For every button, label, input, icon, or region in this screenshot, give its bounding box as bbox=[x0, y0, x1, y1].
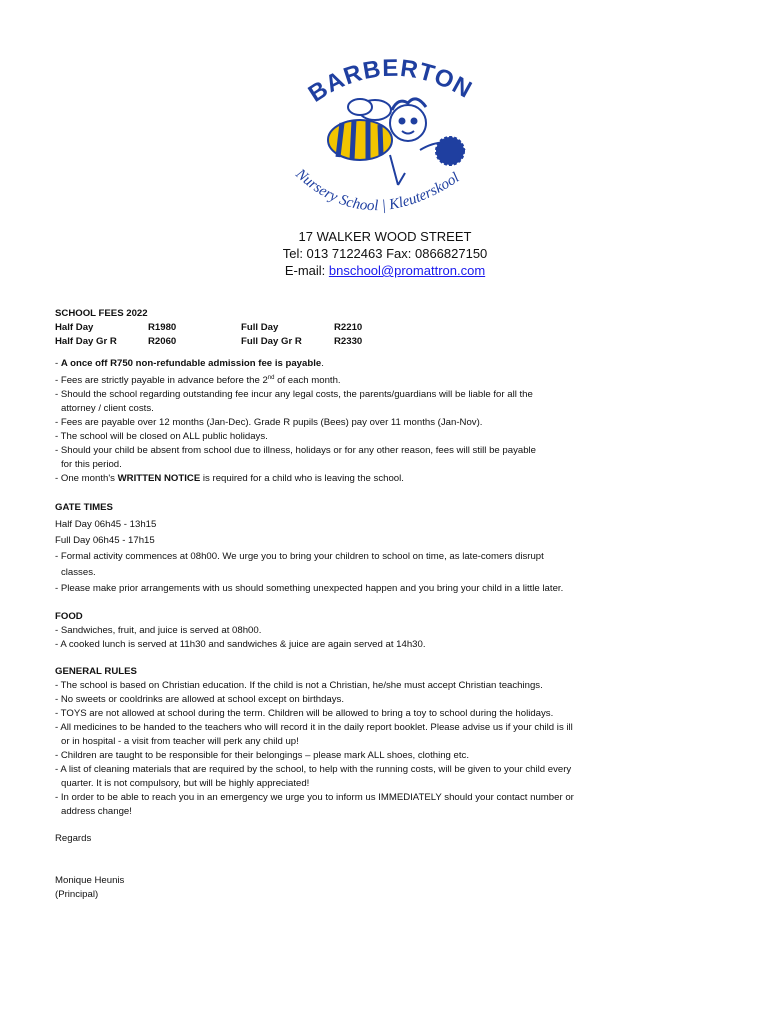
address-phone: Tel: 013 7122463 Fax: 0866827150 bbox=[282, 246, 488, 261]
admission-fee-end: . bbox=[321, 358, 324, 369]
notice-line bbox=[55, 472, 695, 486]
notice-bold: WRITTEN NOTICE bbox=[117, 473, 201, 485]
logo-top-text: BARBERTON bbox=[303, 55, 477, 108]
arrange-line: - Please make prior arrangements with us should something unexpected happen and you bring your child in a little later. bbox=[55, 583, 564, 595]
email-label: E-mail: bbox=[284, 263, 329, 278]
rule-line: - Children are taught to be responsible for their belongings – please mark ALL shoes, clothing etc. bbox=[55, 750, 470, 762]
rule-line-cont: or in hospital - a visit from teacher will perk any child up! bbox=[61, 736, 299, 748]
food-line: - A cooked lunch is served at 11h30 and sandwiches & juice are again served at 14h30. bbox=[55, 639, 426, 651]
absent-line-cont: for this period. bbox=[61, 459, 122, 471]
rule-line: - TOYS are not allowed at school during the term. Children will be allowed to bring a toy to school during the holidays. bbox=[55, 708, 554, 720]
advance-text-end: of each month. bbox=[274, 375, 341, 387]
fee-cell: R2330 bbox=[334, 336, 363, 347]
rule-line-cont: address change! bbox=[61, 806, 132, 818]
months-line: - Fees are payable over 12 months (Jan-Dec). Grade R pupils (Bees) pay over 11 months (Jan-Nov). bbox=[55, 417, 483, 429]
outstanding-line-cont: attorney / client costs. bbox=[61, 403, 154, 415]
fee-cell: R2060 bbox=[148, 336, 177, 347]
absent-line: - Should your child be absent from school due to illness, holidays or for any other reason, fees will still be payable bbox=[55, 445, 537, 457]
bee-mascot-icon bbox=[328, 99, 465, 185]
fee-cell: Full Day Gr R bbox=[241, 336, 302, 347]
fee-cell: Half Day Gr R bbox=[55, 336, 117, 347]
fee-cell: R2210 bbox=[334, 322, 363, 333]
notice-text-end: is required for a child who is leaving the school. bbox=[200, 473, 404, 485]
rule-line: - The school is based on Christian education. If the child is not a Christian, he/she must accept Christian teachings. bbox=[55, 680, 543, 692]
gate-full-day: Full Day 06h45 - 17h15 bbox=[55, 535, 155, 547]
rule-line: - In order to be able to reach you in an emergency we urge you to inform us IMMEDIATELY should your contact number or bbox=[55, 792, 574, 804]
fee-cell: Half Day bbox=[55, 322, 94, 333]
formal-line: - Formal activity commences at 08h00. We urge you to bring your children to school on time, as late-comers disrupt bbox=[55, 551, 544, 563]
food-heading: FOOD bbox=[55, 611, 83, 623]
signatory-name: Monique Heunis bbox=[55, 875, 125, 887]
holidays-line: - The school will be closed on ALL public holidays. bbox=[55, 431, 268, 443]
formal-line-cont: classes. bbox=[61, 567, 96, 579]
letter-body bbox=[55, 307, 695, 902]
rules-heading: GENERAL RULES bbox=[55, 666, 137, 678]
fees-table bbox=[55, 321, 695, 349]
rule-line: - No sweets or cooldrinks are allowed at school except on birthdays. bbox=[55, 694, 345, 706]
rule-line: - All medicines to be handed to the teachers who will record it in the daily report booklet. Please advise us if your child is ill bbox=[55, 722, 573, 734]
fee-cell: Full Day bbox=[241, 322, 279, 333]
logo-bottom-text: Nursery School | Kleuterskool bbox=[292, 166, 463, 215]
signatory-title: (Principal) bbox=[55, 889, 99, 901]
advance-sup: nd bbox=[267, 375, 275, 381]
address-email-line bbox=[0, 263, 770, 279]
food-line: - Sandwiches, fruit, and juice is served at 08h00. bbox=[55, 625, 262, 637]
school-logo bbox=[280, 55, 490, 230]
rule-line-cont: quarter. It is not compulsory, but will be highly appreciated! bbox=[61, 778, 310, 790]
email-link[interactable]: bnschool@promattron.com bbox=[328, 263, 486, 278]
rule-line: - A list of cleaning materials that are required by the school, to help with the running costs, will be given to your child every bbox=[55, 764, 572, 776]
notice-text: - One month's bbox=[55, 473, 118, 485]
admission-fee-bold: A once off R750 non-refundable admission fee is payable bbox=[60, 358, 322, 369]
fee-cell: R1980 bbox=[148, 322, 177, 333]
advance-text: - Fees are strictly payable in advance before the 2 bbox=[55, 375, 268, 387]
fees-heading: SCHOOL FEES 2022 bbox=[55, 308, 148, 319]
advance-line bbox=[55, 371, 695, 388]
outstanding-line: - Should the school regarding outstanding fee incur any legal costs, the parents/guardians will be liable for all the bbox=[55, 389, 533, 401]
address-street: 17 WALKER WOOD STREET bbox=[298, 229, 472, 244]
gate-half-day: Half Day 06h45 - 13h15 bbox=[55, 519, 157, 531]
gate-heading: GATE TIMES bbox=[55, 502, 113, 514]
closing-regards: Regards bbox=[55, 833, 92, 845]
admission-fee-line: - A once off R750 non-refundable admission fee is payable. bbox=[55, 358, 324, 369]
